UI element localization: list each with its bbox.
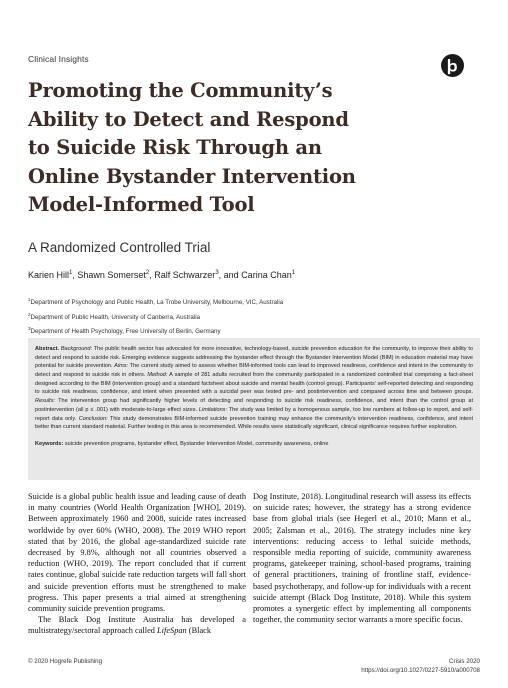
abstract-body: The public health sector has advocated for more innovative, technology-based, suicide prevention education for the community, to improve their ability to detect and respond to suicide risk. Emerging evidence suggests addressing the bystander effect through the Bystander Intervention Model (BIM) in education material may have potential for suicide prevention. — [35, 346, 474, 370]
author-name: Carina Chan — [241, 270, 292, 280]
body-text: (Black — [186, 626, 212, 636]
abstract-heading: Conclusion: — [76, 415, 108, 422]
author-separator: , and — [218, 270, 242, 280]
affiliation-text: Department of Health Psychology, Free University of Berlin, Germany — [30, 328, 221, 336]
body-text: The Black Dog Institute Australia has developed a multistrategy/sectoral approach called — [28, 615, 246, 636]
abstract-text — [35, 345, 473, 432]
affiliation-number: 2 — [28, 311, 31, 317]
author-affil-number: 2 — [145, 270, 150, 276]
body-column-left — [28, 491, 246, 637]
abstract-heading: Method: — [145, 372, 168, 379]
affiliation-text: Department of Psychology and Public Health, La Trobe University, Melbourne, VIC, Australia — [30, 299, 284, 307]
keywords-text: suicide prevention programs, bystander effect, Bystander Intervention Model, community awareness, online — [63, 440, 329, 447]
footer-journal: Crisis 2020 — [449, 658, 480, 665]
affiliation-list — [28, 294, 283, 338]
hogrefe-logo-icon — [441, 54, 464, 77]
author-separator: , — [72, 270, 78, 280]
affiliation-item — [28, 309, 283, 324]
article-title — [28, 77, 468, 220]
abstract-heading: Aims: — [112, 363, 129, 370]
body-paragraph: Dog Institute, 2018). Longitudinal research will assess its effects on suicide rates; however, the strategy has a strong evidence base from global trials (see Hegerl et al., 2010; Mann et al., 2005; Zalsman et al., 2016). The strategy includes nine key interventions: reducing access to lethal suicide methods, responsible media reporting of suicide, community awareness programs, gatekeeper training, school-based programs, training of general practitioners, training of frontline staff, evidence-based psychotherapy, and follow-up for individuals with a recent suicide attempt (Black Dog Institute, 2018). While this system promotes a synergetic effect by implementing all components together, the community sector warrants a more specific focus. — [253, 492, 471, 625]
abstract-heading: Results: — [35, 398, 56, 405]
author-name: Ralf Schwarzer — [154, 270, 216, 280]
author-list — [28, 270, 295, 280]
affiliation-item — [28, 323, 283, 338]
author-affil-number: 3 — [215, 270, 219, 276]
title-line: Model-Informed Tool — [28, 193, 255, 217]
article-subtitle: A Randomized Controlled Trial — [28, 240, 211, 255]
footer-doi[interactable]: https://doi.org/10.1027/0227-5910/a000708 — [361, 666, 480, 674]
abstract-heading: Limitations: — [197, 406, 227, 413]
title-line: Promoting the Community’s — [28, 79, 333, 102]
body-text-italic: LifeSpan — [157, 626, 187, 636]
author-affil-number: 1 — [291, 270, 296, 276]
section-label: Clinical Insights — [28, 54, 89, 64]
keywords-label: Keywords: — [35, 440, 64, 447]
abstract-body: The current study aimed to assess whether BIM-informed tools can lead to improved readiness, confidence and intent in the community to detect and respond to suicide risk in others. — [35, 363, 474, 379]
abstract-box — [28, 338, 480, 480]
footer-copyright: © 2020 Hogrefe Publishing — [28, 658, 103, 665]
author-name: Shawn Somerset — [77, 270, 146, 280]
affiliation-item — [28, 294, 283, 309]
affiliation-text: Department of Public Health, University of Canberra, Australia — [30, 313, 201, 321]
footer-journal-info — [361, 658, 480, 675]
abstract-label: Abstract. — [35, 346, 60, 352]
title-line: to Suicide Risk Through an — [28, 136, 322, 160]
affiliation-number: 3 — [28, 326, 31, 332]
keywords — [35, 441, 473, 447]
author-separator: , — [149, 270, 155, 280]
author-name: Karien Hill — [28, 270, 70, 280]
author-affil-number: 1 — [69, 270, 73, 276]
body-paragraph: Suicide is a global public health issue and leading cause of death in many countries (World Health Organization [WHO], 2019). Between approximately 1960 and 2008, suicide rates increased worldwide by over 60% (WHO, 2008). The 2019 WHO report stated that by 2016, the global age-standardized suicide rate decreased by 9.8%, although not all countries observed a reduction (WHO, 2019). The report concluded that if current rates continue, global suicide rate reduction targets will fall short and suicide prevention efforts must be strengthened to make progress. This paper presents a trial aimed at strengthening community suicide prevention programs. — [28, 492, 246, 614]
title-line: Ability to Detect and Respond — [28, 107, 349, 131]
abstract-body: The intervention group had significantly higher levels of detecting and responding to suicide risk readiness, confidence, and intent than the control group at postintervention (all p ≤ .001) with moderate-to-large effect sizes. — [35, 398, 473, 413]
abstract-body: A sample of 281 adults recruited from the community participated in a randomized controlled trial comprising a fact-sheet designed according to the BIM (intervention group) and a standard factsheet about suicide and mental health (control group). Participants' self-reported detecting and responding to suicide risk readiness, confidence, and intent when presented with a suicidal peer was tested pre- and postintervention and compared across time and between groups. — [35, 372, 473, 396]
abstract-body: The study was limited by a homogenous sample, too low numbers at follow-up to report, and self-report data only. — [35, 406, 473, 422]
abstract-heading: Background: — [59, 346, 93, 352]
affiliation-number: 1 — [28, 297, 31, 302]
title-line: Online Bystander Intervention — [28, 164, 356, 188]
abstract-body: This study demonstrates BIM-informed suicide prevention training may enhance the community's intervention readiness, confidence, and intent better than current standard material. Further testing in this area is recommended. While results were statistically significant, clinical significance requires further exploration. — [35, 415, 473, 431]
body-column-right — [253, 491, 471, 625]
body-paragraph — [28, 614, 246, 636]
